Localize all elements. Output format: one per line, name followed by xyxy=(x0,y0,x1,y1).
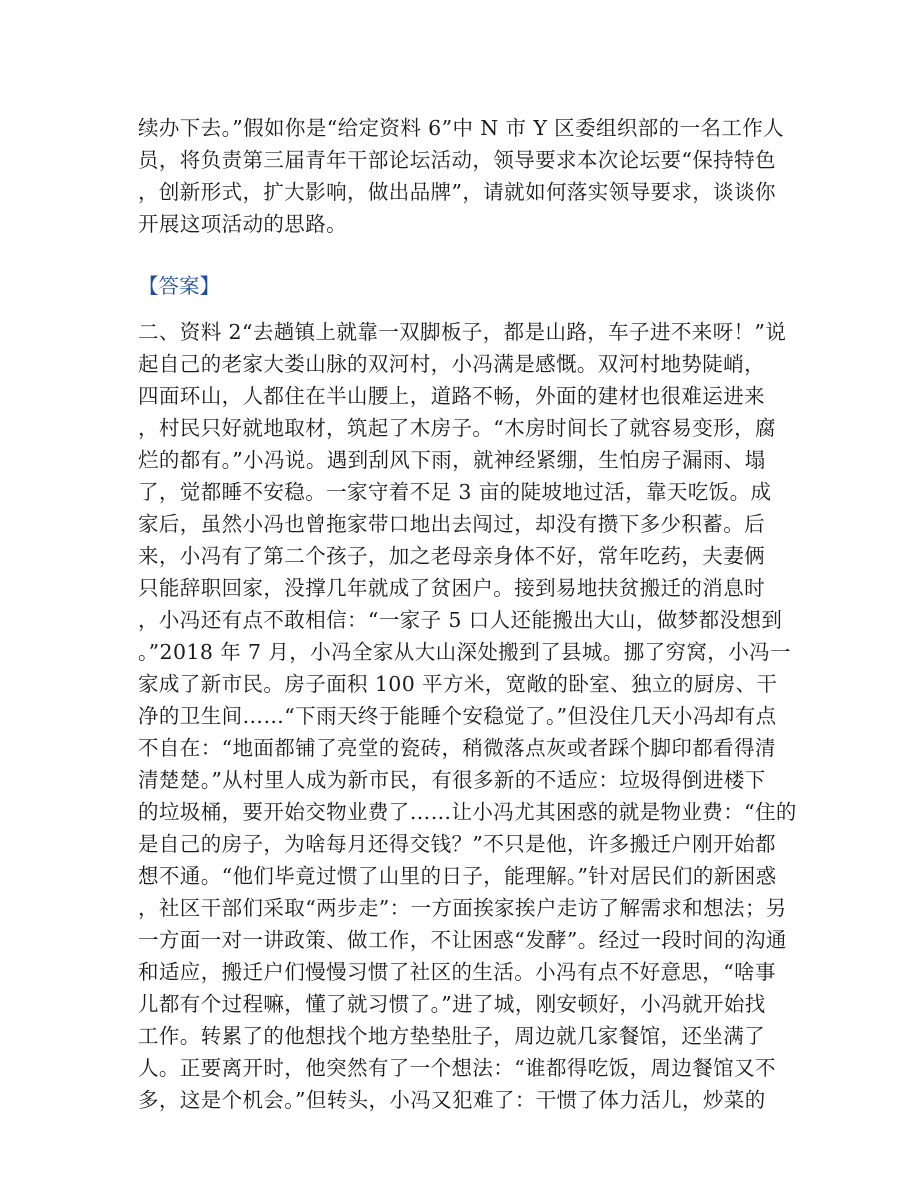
answer-line: 来，小冯有了第二个孩子，加之老母亲身体不好，常年吃药，夫妻俩 xyxy=(138,544,765,568)
answer-line: 不自在：“地面都铺了亮堂的瓷砖，稍微落点灰或者踩个脚印都看得清 xyxy=(138,736,776,760)
answer-line: 的垃圾桶，要开始交物业费了……让小冯尤其困惑的就是物业费：“住的 xyxy=(138,800,797,824)
answer-line: 只能辞职回家，没撑几年就成了贫困户。接到易地扶贫搬迁的消息时 xyxy=(138,576,765,600)
answer-line: ，村民只好就地取材，筑起了木房子。“木房时间长了就容易变形，腐 xyxy=(138,416,776,440)
answer-line: 是自己的房子，为啥每月还得交钱？”不只是他，许多搬迁户刚开始都 xyxy=(138,832,776,856)
question-line: ，创新形式，扩大影响，做出品牌”，请就如何落实领导要求，谈谈你 xyxy=(138,180,776,204)
answer-line: 。”2018 年 7 月，小冯全家从大山深处搬到了县城。挪了穷窝，小冯一 xyxy=(138,640,791,664)
answer-line: 人。正要离开时，他突然有了一个想法：“谁都得吃饭，周边餐馆又不 xyxy=(138,1056,776,1080)
question-line: 续办下去。”假如你是“给定资料 6”中 N 市 Y 区委组织部的一名工作人 xyxy=(138,116,785,140)
answer-line: 净的卫生间……“下雨天终于能睡个安稳觉了。”但没住几天小冯却有点 xyxy=(138,704,777,728)
answer-line: ，社区干部们采取“两步走”：一方面挨家挨户走访了解需求和想法；另 xyxy=(138,896,787,920)
answer-line: 家成了新市民。房子面积 100 平方米，宽敞的卧室、独立的厨房、干 xyxy=(138,672,778,696)
answer-line: 工作。转累了的他想找个地方垫垫肚子，周边就几家餐馆，还坐满了 xyxy=(138,1024,765,1048)
answer-label: 【答案】 xyxy=(138,274,220,298)
answer-line: 起自己的老家大娄山脉的双河村，小冯满是感慨。双河村地势陡峭， xyxy=(138,352,765,376)
answer-line: 了，觉都睡不安稳。一家守着不足 3 亩的陡坡地过活，靠天吃饭。成 xyxy=(138,480,772,504)
answer-line: 清楚楚。”从村里人成为新市民，有很多新的不适应：垃圾得倒进楼下 xyxy=(138,768,766,792)
answer-line: 想不通。“他们毕竟过惯了山里的日子，能理解。”针对居民们的新困惑 xyxy=(138,864,777,888)
answer-line: 一方面一对一讲政策、做工作，不让困惑“发酵”。经过一段时间的沟通 xyxy=(138,928,787,952)
answer-line: ，小冯还有点不敢相信：“一家子 5 口人还能搬出大山，做梦都没想到 xyxy=(138,608,783,632)
answer-line: 儿都有个过程嘛，懂了就习惯了。”进了城，刚安顿好，小冯就开始找 xyxy=(138,992,766,1016)
answer-line: 二、资料 2“去趟镇上就靠一双脚板子，都是山路，车子进不来呀！”说 xyxy=(138,320,787,344)
question-line: 员，将负责第三届青年干部论坛活动，领导要求本次论坛要“保持特色 xyxy=(138,148,776,172)
question-line: 开展这项活动的思路。 xyxy=(138,212,347,236)
answer-line: 家后，虽然小冯也曾拖家带口地出去闯过，却没有攒下多少积蓄。后 xyxy=(138,512,765,536)
answer-line: 多，这是个机会。”但转头，小冯又犯难了：干惯了体力活儿，炒菜的 xyxy=(138,1088,766,1112)
answer-line: 四面环山，人都住在半山腰上，道路不畅，外面的建材也很难运进来 xyxy=(138,384,765,408)
answer-line: 烂的都有。”小冯说。遇到刮风下雨，就神经紧绷，生怕房子漏雨、塌 xyxy=(138,448,766,472)
answer-line: 和适应，搬迁户们慢慢习惯了社区的生活。小冯有点不好意思，“啥事 xyxy=(138,960,776,984)
